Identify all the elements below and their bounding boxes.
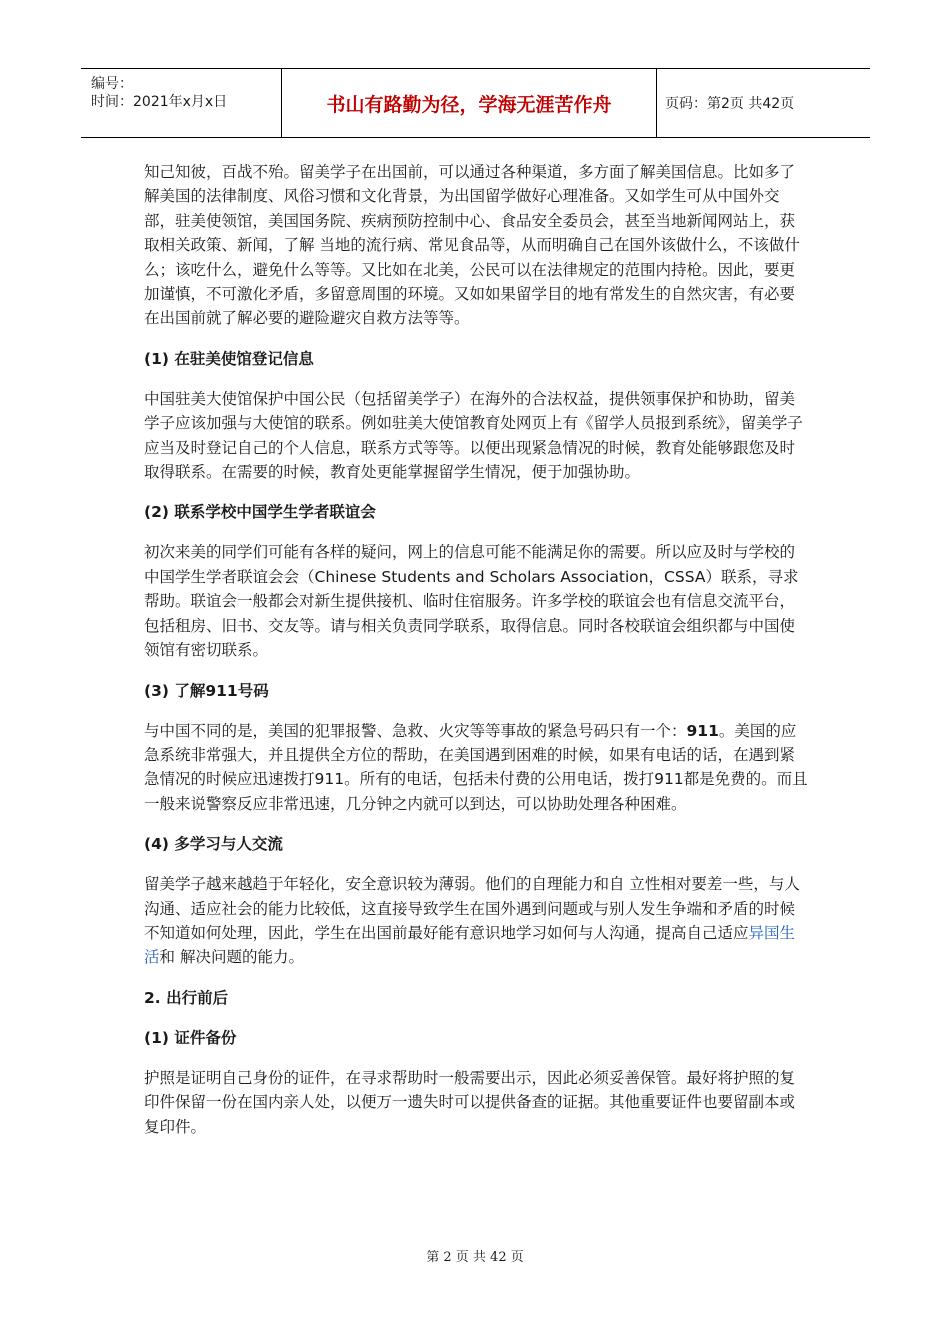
paragraph-911-text-a: 与中国不同的是，美国的犯罪报警、急救、火灾等等事故的紧急号码只有一个： — [144, 721, 687, 740]
heading-document-backup: (1) 证件备份 — [144, 1028, 237, 1047]
paragraph-communication-text-b: 和 解决问题的能力。 — [159, 948, 304, 967]
page-footer: 第 2 页 共 42 页 — [426, 1250, 524, 1265]
paragraph-911-text-b: 。美国的应急系统非常强大，并且提供全方位的帮助，在美国遇到困难的时候，如果有电话的话，在遇到紧急情况的时候应迅速拨打911。所有的电话，包括未付费的公用电话，拨打911都是免费的。而且一般来说警察反应非常迅速，几分钟之内就可以到达，可以协助处理各种困难。 — [144, 721, 808, 813]
paragraph-passport: 护照是证明自己身份的证件，在寻求帮助时一般需要出示，因此必须妥善保管。最好将护照的复印件保留一份在国内亲人处，以便万一遗失时可以提供备查的证据。其他重要证件也要留副本或复印件。 — [144, 1068, 796, 1136]
paragraph-embassy: 中国驻美大使馆保护中国公民（包括留美学子）在海外的合法权益，提供领事保护和协助，留美学子应该加强与大使馆的联系。例如驻美大使馆教育处网页上有《留学人员报到系统》，留美学子应当及时登记自己的个人信息，联系方式等等。以便出现紧急情况的时候，教育处能够跟您及时取得联系。在需要的时候，教育处更能掌握留学生情况，便于加强协助。 — [144, 389, 803, 482]
heading-before-after-travel: 2. 出行前后 — [144, 988, 229, 1007]
emergency-number: 911 — [686, 721, 719, 740]
heading-911: (3) 了解911号码 — [144, 681, 269, 700]
paragraph-communication-text-a: 留美学子越来越趋于年轻化，安全意识较为薄弱。他们的自理能力和自 立性相对要差一些，与人沟通、适应社会的能力比较低，这直接导致学生在国外遇到问题或与别人发生争端和矛盾的时候不知道如何处理，因此，学生在出国前最好能有意识地学习如何与人沟通，提高自己适应 — [144, 875, 800, 942]
header-time: 时间：2021年x月x日 — [91, 94, 228, 110]
paragraph-communication — [144, 872, 810, 970]
paragraph-intro: 知己知彼，百战不殆。留美学子在出国前，可以通过各种渠道，多方面了解美国信息。比如多了解美国的法律制度、风俗习惯和文化背景，为出国留学做好心理准备。又如学生可从中国外交部，驻美使领馆，美国国务院、疾病预防控制中心、食品安全委员会，甚至当地新闻网站上，获取相关政策、新闻，了解 当地的流行病、常见食品等，从而明确自己在国外该做什么，不该做什么；该吃什么，避免什么等等。又比如在北美，公民可以在法律规定的范围内持枪。因此，要更加谨慎，不可激化矛盾，多留意周围的环境。又如如果留学目的地有常发生的自然灾害，有必要在出国前就了解必要的避险避灾自救方法等等。 — [144, 163, 800, 328]
paragraph-911 — [144, 719, 810, 817]
header-motto: 书山有路勤为径，学海无涯苦作舟 — [281, 69, 657, 137]
header-number: 编号： — [91, 76, 133, 92]
heading-cssa: (2) 联系学校中国学生学者联谊会 — [144, 503, 376, 522]
header-page-number: 页码：第2页 共42页 — [665, 96, 795, 112]
page-header — [81, 68, 870, 138]
foreign-life-link[interactable]: 异国生活 — [144, 923, 796, 967]
header-meta — [81, 69, 281, 137]
paragraph-cssa: 初次来美的同学们可能有各样的疑问，网上的信息可能不能满足你的需要。所以应及时与学校的中国学生学者联谊会会（Chinese Students and Scholars Association，CSSA）联系，寻求帮助。联谊会一般都会对新生提供接机、临时住宿服务。许多学校的联谊会也有信息交流平台，包括租房、旧书、交友等。请与相关负责同学联系，取得信息。同时各校联谊会组织都与中国使领馆有密切联系。 — [144, 543, 799, 660]
heading-embassy-registration: (1) 在驻美使馆登记信息 — [144, 349, 314, 368]
document-body — [144, 160, 810, 1155]
heading-communication: (4) 多学习与人交流 — [144, 835, 283, 854]
